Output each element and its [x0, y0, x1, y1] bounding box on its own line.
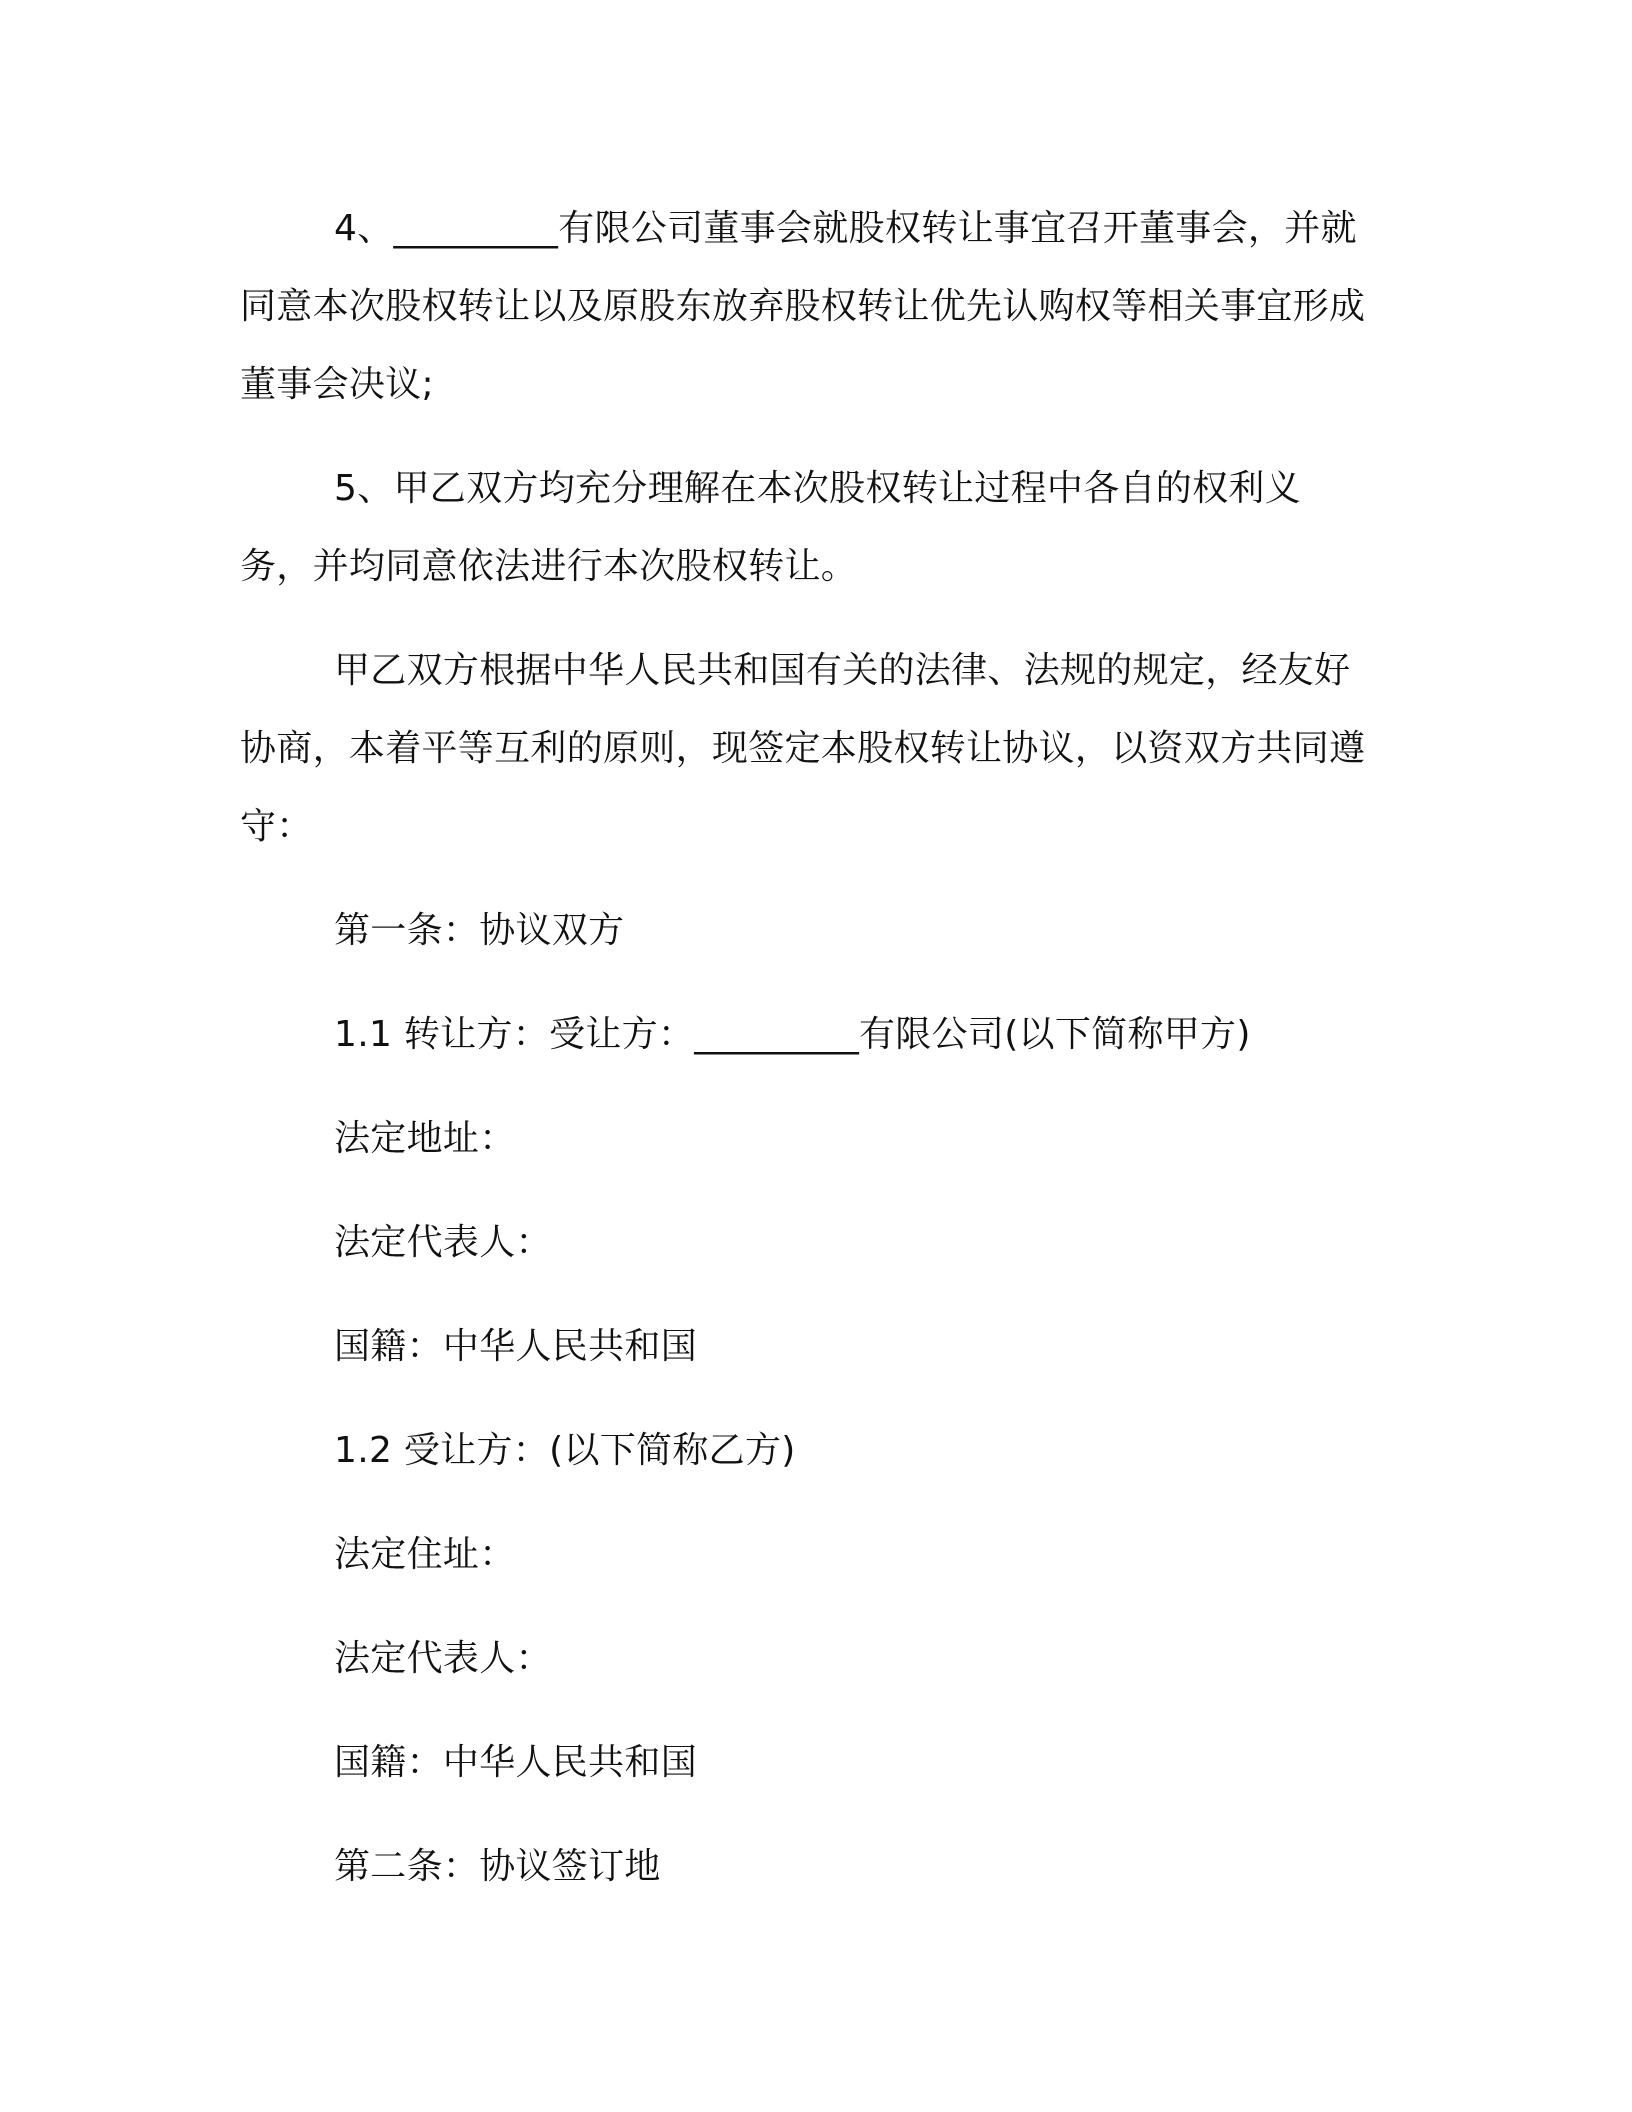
article-1-title: 第一条：协议双方	[334, 910, 625, 951]
paragraph-agreement-basis: 甲乙双方根据中华人民共和国有关的法律、法规的规定，经友好协商，本着平等互利的原则，现签定本股权转让协议，以资双方共同遵守：	[240, 650, 1366, 847]
paragraph-rights-obligations: 5、甲乙双方均充分理解在本次股权转让过程中各自的权利义务，并均同意依法进行本次股权转让。	[240, 468, 1302, 587]
document-body	[240, 190, 1370, 1932]
paragraph-board-resolution: 4、_________有限公司董事会就股权转让事宜召开董事会，并就同意本次股权转让以及原股东放弃股权转让优先认购权等相关事宜形成董事会决议;	[240, 208, 1366, 405]
party-b-representative-label: 法定代表人：	[334, 1638, 552, 1679]
party-a-nationality: 国籍：中华人民共和国	[334, 1326, 698, 1367]
party-b-address-label: 法定住址：	[334, 1534, 516, 1575]
article-2-title: 第二条：协议签订地	[334, 1846, 661, 1887]
party-b-nationality: 国籍：中华人民共和国	[334, 1742, 698, 1783]
party-a-representative-label: 法定代表人：	[334, 1222, 552, 1263]
party-b-heading: 1.2 受让方：(以下简称乙方)	[334, 1430, 796, 1471]
party-a-heading: 1.1 转让方：受让方：_________有限公司(以下简称甲方)	[334, 1014, 1251, 1055]
party-a-address-label: 法定地址：	[334, 1118, 516, 1159]
